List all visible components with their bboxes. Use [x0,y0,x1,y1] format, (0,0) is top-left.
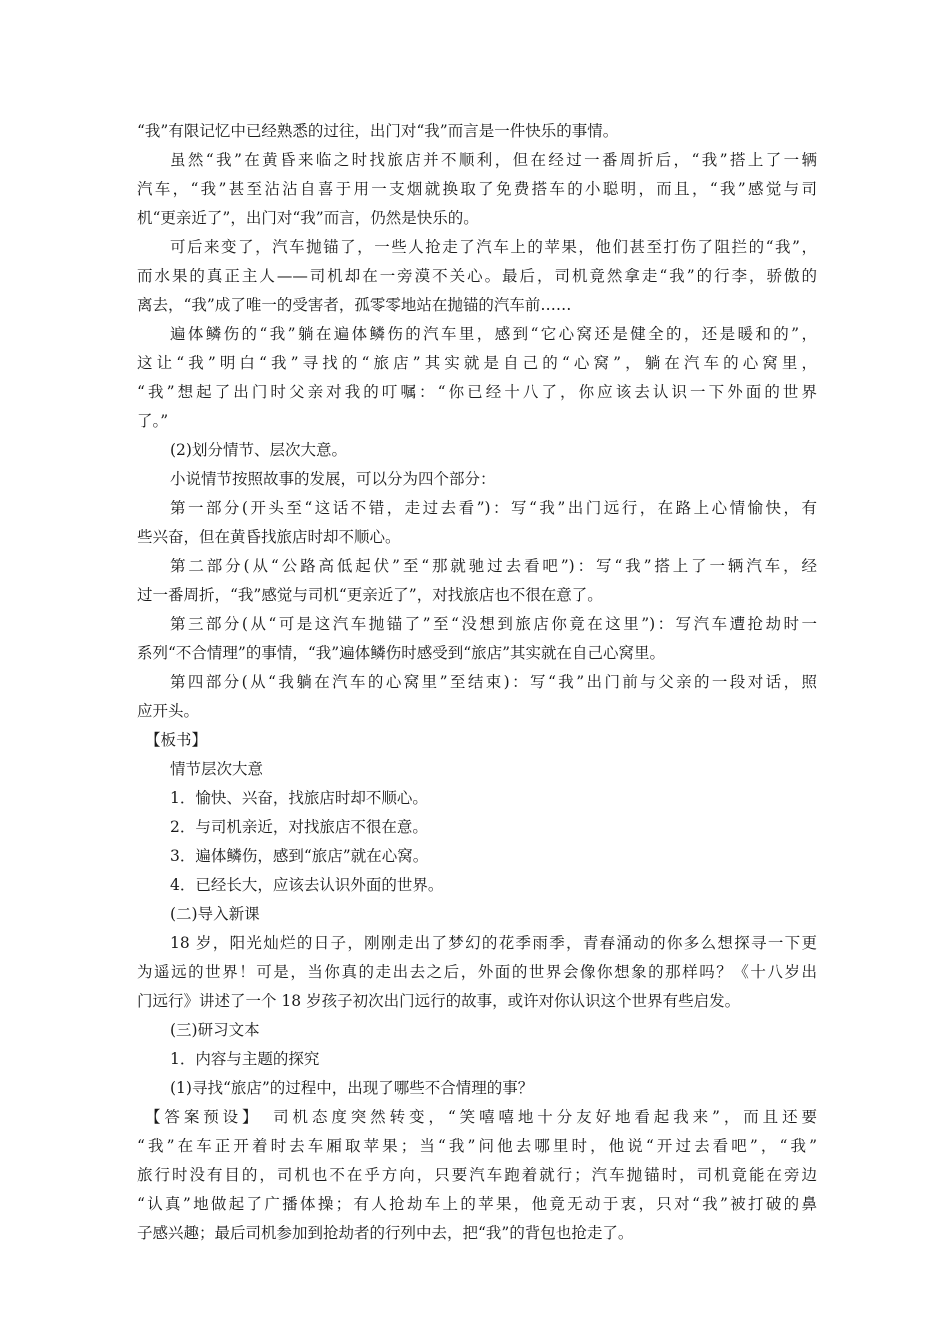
part-three-line: 第三部分(从“可是这汽车抛锚了”至“没想到旅店你竟在这里”)：写汽车遭抢劫时一 [170,615,817,633]
answer-line: “认真”地做起了广播体操；有人抢劫车上的苹果，他竟无动于衷，只对“我”被打破的鼻 [137,1195,817,1213]
board-item: 2．与司机亲近，对找旅店不很在意。 [170,818,428,836]
board-item: 1．愉快、兴奋，找旅店时却不顺心。 [170,789,428,807]
paragraph-line: 18 岁，阳光灿烂的日子，刚刚走出了梦幻的花季雨季，青春涌动的你多么想探寻一下更 [170,934,817,952]
paragraph-line: 了。” [137,412,169,430]
paragraph-line: 小说情节按照故事的发展，可以分为四个部分： [170,470,496,488]
paragraph-line: 遍体鳞伤的“我”躺在遍体鳞伤的汽车里，感到“它心窝还是健全的，还是暖和的”， [170,325,817,343]
part-four-line: 第四部分(从“我躺在汽车的心窝里”至结束)：写“我”出门前与父亲的一段对话，照 [170,673,817,691]
board-item: 3．遍体鳞伤，感到“旅店”就在心窝。 [170,847,429,865]
board-title: 【板书】 [145,731,208,749]
answer-line: 旅行时没有目的，司机也不在乎方向，只要汽车跑着就行；汽车抛锚时，司机竟能在旁边 [137,1166,817,1184]
subsection-heading: 1．内容与主题的探究 [170,1050,320,1068]
part-three-line: 系列“不合情理”的事情，“我”遍体鳞伤时感受到“旅店”其实就在自己心窝里。 [137,644,666,662]
answer-line: 【答案预设】 司机态度突然转变，“笑嘻嘻地十分友好地看起我来”，而且还要 [145,1108,817,1126]
paragraph-line: 虽然“我”在黄昏来临之时找旅店并不顺利，但在经过一番周折后，“我”搭上了一辆 [170,151,817,169]
answer-line: 子感兴趣；最后司机参加到抢劫者的行列中去，把“我”的背包也抢走了。 [137,1224,634,1242]
paragraph-line: 汽车，“我”甚至沾沾自喜于用一支烟就换取了免费搭车的小聪明，而且，“我”感觉与司 [137,180,817,198]
board-subtitle: 情节层次大意 [170,760,264,778]
paragraph-line: 而水果的真正主人——司机却在一旁漠不关心。最后，司机竟然拿走“我”的行李，骄傲的 [137,267,817,285]
section-heading: (二)导入新课 [170,905,260,923]
part-four-line: 应开头。 [137,702,200,720]
board-item: 4．已经长大，应该去认识外面的世界。 [170,876,444,894]
paragraph-line: 离去，“我”成了唯一的受害者，孤零零地站在抛锚的汽车前…… [137,296,572,314]
question: (1)寻找“旅店”的过程中，出现了哪些不合情理的事？ [170,1079,534,1097]
paragraph-line: 门远行》讲述了一个 18 岁孩子初次出门远行的故事，或许对你认识这个世界有些启发。 [137,992,741,1010]
paragraph-line: “我”想起了出门时父亲对我的叮嘱：“你已经十八了，你应该去认识一下外面的世界 [137,383,817,401]
paragraph-line: 可后来变了，汽车抛锚了，一些人抢走了汽车上的苹果，他们甚至打伤了阻拦的“我”， [170,238,817,256]
answer-line: “我”在车正开着时去车厢取苹果；当“我”问他去哪里时，他说“开过去看吧”，“我” [137,1137,817,1155]
paragraph-line: 机“更亲近了”，出门对“我”而言，仍然是快乐的。 [137,209,479,227]
part-one-line: 第一部分(开头至“这话不错，走过去看”)：写“我”出门远行，在路上心情愉快，有 [170,499,817,517]
paragraph-line: 这让“我”明白“我”寻找的“旅店”其实就是自己的“心窝”，躺在汽车的心窝里， [137,354,817,372]
section-heading: (2)划分情节、层次大意。 [170,441,347,459]
paragraph-line: 为遥远的世界！可是，当你真的走出去之后，外面的世界会像你想象的那样吗？《十八岁出 [137,963,817,981]
part-one-line: 些兴奋，但在黄昏找旅店时却不顺心。 [137,528,401,546]
section-heading: (三)研习文本 [170,1021,260,1039]
part-two-line: 第二部分(从“公路高低起伏”至“那就驰过去看吧”)：写“我”搭上了一辆汽车，经 [170,557,817,575]
paragraph-line: “我”有限记忆中已经熟悉的过往，出门对“我”而言是一件快乐的事情。 [137,122,619,140]
part-two-line: 过一番周折，“我”感觉与司机“更亲近了”，对找旅店也不很在意了。 [137,586,603,604]
